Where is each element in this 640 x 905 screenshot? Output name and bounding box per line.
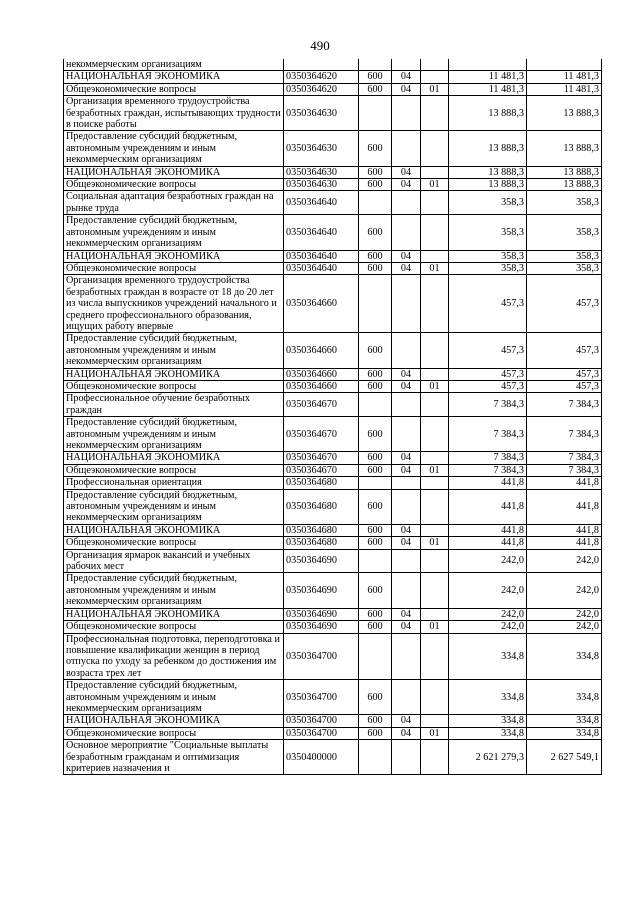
row-subsection-cell: 01 [421,537,449,549]
row-amount-1-cell: 334,8 [449,680,527,715]
row-code-cell: 0350364660 [284,380,359,392]
row-section-cell: 04 [392,715,421,727]
row-expense-type-cell: 600 [359,608,392,620]
row-code-cell: 0350364660 [284,368,359,380]
row-subsection-cell: 01 [421,179,449,191]
row-section-cell: 04 [392,262,421,274]
row-expense-type-cell [359,393,392,417]
page-number: 490 [310,38,330,53]
row-subsection-cell: 01 [421,380,449,392]
row-name-cell: Общеэкономические вопросы [64,464,284,476]
row-expense-type-cell [359,96,392,131]
row-subsection-cell [421,573,449,608]
row-amount-2-cell: 358,3 [527,215,602,250]
row-amount-2-cell: 13 888,3 [527,179,602,191]
row-name-cell: Общеэкономические вопросы [64,380,284,392]
row-section-cell [392,59,421,71]
row-expense-type-cell: 600 [359,250,392,262]
table-row [64,393,602,417]
row-amount-1-cell: 2 621 279,3 [449,740,527,775]
row-expense-type-cell [359,59,392,71]
row-name-cell: Общеэкономические вопросы [64,727,284,739]
row-section-cell [392,477,421,489]
row-expense-type-cell [359,633,392,680]
row-expense-type-cell: 600 [359,537,392,549]
table-row [64,537,602,549]
row-name-cell: Основное мероприятие "Социальные выплаты безработным гражданам и оптимизация критериев назначения и [64,740,284,775]
table-row [64,368,602,380]
row-amount-1-cell: 457,3 [449,333,527,368]
row-amount-1-cell: 334,8 [449,715,527,727]
table-row [64,215,602,250]
row-name-cell: НАЦИОНАЛЬНАЯ ЭКОНОМИКА [64,715,284,727]
row-subsection-cell [421,215,449,250]
row-name-cell: НАЦИОНАЛЬНАЯ ЭКОНОМИКА [64,166,284,178]
row-amount-2-cell: 334,8 [527,715,602,727]
table-row [64,727,602,739]
table-row [64,275,602,333]
row-section-cell [392,96,421,131]
row-name-cell: некоммерческим организациям [64,59,284,71]
row-amount-2-cell: 242,0 [527,608,602,620]
row-name-cell: Предоставление субсидий бюджетным, автономным учреждениям и иным некоммерческим организациям [64,131,284,166]
row-subsection-cell [421,393,449,417]
row-code-cell: 0350364690 [284,621,359,633]
row-name-cell: Организация ярмарок вакансий и учебных рабочих мест [64,549,284,573]
row-amount-1-cell: 358,3 [449,262,527,274]
table-row [64,380,602,392]
budget-table [63,59,602,775]
table-row [64,740,602,775]
table-row [64,524,602,536]
row-amount-2-cell: 358,3 [527,250,602,262]
row-section-cell [392,573,421,608]
row-subsection-cell [421,250,449,262]
row-subsection-cell [421,368,449,380]
row-code-cell: 0350364670 [284,452,359,464]
row-amount-2-cell: 457,3 [527,333,602,368]
row-section-cell: 04 [392,368,421,380]
row-subsection-cell: 01 [421,464,449,476]
row-section-cell: 04 [392,524,421,536]
table-row [64,464,602,476]
table-row [64,131,602,166]
row-amount-1-cell: 358,3 [449,215,527,250]
row-code-cell: 0350364680 [284,537,359,549]
table-row [64,573,602,608]
table-row [64,621,602,633]
row-amount-2-cell: 11 481,3 [527,83,602,95]
row-name-cell: НАЦИОНАЛЬНАЯ ЭКОНОМИКА [64,524,284,536]
table-row [64,71,602,83]
row-name-cell: Организация временного трудоустройства безработных граждан, испытывающих трудности в поиске работы [64,96,284,131]
row-subsection-cell [421,740,449,775]
row-section-cell: 04 [392,537,421,549]
row-name-cell: Предоставление субсидий бюджетным, автономным учреждениям и иным некоммерческим организациям [64,573,284,608]
row-amount-1-cell: 242,0 [449,549,527,573]
row-amount-1-cell: 358,3 [449,250,527,262]
row-code-cell: 0350364640 [284,262,359,274]
row-amount-2-cell: 2 627 549,1 [527,740,602,775]
row-section-cell [392,680,421,715]
row-amount-1-cell: 13 888,3 [449,96,527,131]
row-name-cell: Общеэкономические вопросы [64,621,284,633]
row-expense-type-cell: 600 [359,71,392,83]
row-code-cell: 0350364680 [284,477,359,489]
row-section-cell: 04 [392,727,421,739]
row-code-cell: 0350364620 [284,71,359,83]
row-amount-1-cell: 7 384,3 [449,417,527,452]
row-subsection-cell [421,166,449,178]
row-expense-type-cell: 600 [359,166,392,178]
row-section-cell [392,393,421,417]
row-code-cell: 0350364670 [284,417,359,452]
table-row [64,191,602,215]
row-expense-type-cell: 600 [359,524,392,536]
table-row [64,96,602,131]
row-amount-2-cell: 334,8 [527,680,602,715]
row-name-cell: НАЦИОНАЛЬНАЯ ЭКОНОМИКА [64,608,284,620]
row-name-cell: Профессиональная ориентация [64,477,284,489]
row-code-cell: 0350364640 [284,215,359,250]
row-section-cell [392,417,421,452]
row-amount-2-cell: 7 384,3 [527,417,602,452]
table-row [64,489,602,524]
row-expense-type-cell: 600 [359,368,392,380]
row-subsection-cell [421,608,449,620]
table-row [64,166,602,178]
row-expense-type-cell [359,191,392,215]
row-section-cell [392,333,421,368]
row-section-cell: 04 [392,608,421,620]
row-subsection-cell [421,96,449,131]
row-code-cell: 0350364680 [284,524,359,536]
row-name-cell: Общеэкономические вопросы [64,537,284,549]
budget-table-body [64,59,602,775]
table-row [64,179,602,191]
row-subsection-cell [421,524,449,536]
row-expense-type-cell: 600 [359,215,392,250]
row-code-cell: 0350364640 [284,191,359,215]
table-row [64,262,602,274]
row-section-cell [392,633,421,680]
row-code-cell: 0350364630 [284,96,359,131]
row-section-cell [392,489,421,524]
row-amount-2-cell: 242,0 [527,573,602,608]
row-amount-2-cell: 7 384,3 [527,464,602,476]
row-expense-type-cell: 600 [359,262,392,274]
row-expense-type-cell: 600 [359,489,392,524]
row-amount-1-cell: 11 481,3 [449,83,527,95]
row-expense-type-cell: 600 [359,464,392,476]
row-section-cell [392,549,421,573]
row-amount-1-cell: 242,0 [449,621,527,633]
row-amount-1-cell [449,59,527,71]
row-subsection-cell [421,680,449,715]
row-amount-1-cell: 7 384,3 [449,452,527,464]
row-expense-type-cell [359,275,392,333]
row-amount-2-cell: 334,8 [527,633,602,680]
row-amount-2-cell: 7 384,3 [527,393,602,417]
row-expense-type-cell: 600 [359,573,392,608]
row-expense-type-cell [359,549,392,573]
row-code-cell: 0350364670 [284,393,359,417]
row-subsection-cell [421,71,449,83]
row-subsection-cell [421,59,449,71]
row-amount-2-cell: 441,8 [527,524,602,536]
row-name-cell: НАЦИОНАЛЬНАЯ ЭКОНОМИКА [64,452,284,464]
row-expense-type-cell: 600 [359,727,392,739]
row-section-cell [392,215,421,250]
row-code-cell: 0350364630 [284,131,359,166]
row-amount-2-cell: 457,3 [527,368,602,380]
row-code-cell: 0350364660 [284,275,359,333]
row-section-cell: 04 [392,179,421,191]
row-amount-2-cell: 13 888,3 [527,131,602,166]
table-row [64,250,602,262]
table-row [64,715,602,727]
row-name-cell: НАЦИОНАЛЬНАЯ ЭКОНОМИКА [64,368,284,380]
row-subsection-cell [421,477,449,489]
row-amount-1-cell: 334,8 [449,633,527,680]
row-section-cell [392,191,421,215]
row-code-cell: 0350364680 [284,489,359,524]
row-subsection-cell [421,489,449,524]
row-section-cell: 04 [392,380,421,392]
row-subsection-cell [421,131,449,166]
table-row [64,549,602,573]
row-code-cell: 0350364700 [284,727,359,739]
row-section-cell: 04 [392,83,421,95]
row-amount-1-cell: 13 888,3 [449,166,527,178]
table-row [64,608,602,620]
row-amount-1-cell: 441,8 [449,489,527,524]
row-name-cell: Общеэкономические вопросы [64,262,284,274]
table-row [64,452,602,464]
row-amount-1-cell: 334,8 [449,727,527,739]
row-expense-type-cell: 600 [359,680,392,715]
row-code-cell: 0350364700 [284,680,359,715]
row-subsection-cell: 01 [421,83,449,95]
row-code-cell: 0350364630 [284,166,359,178]
row-expense-type-cell: 600 [359,715,392,727]
row-amount-1-cell: 457,3 [449,275,527,333]
row-section-cell: 04 [392,452,421,464]
row-amount-1-cell: 11 481,3 [449,71,527,83]
row-subsection-cell [421,417,449,452]
row-name-cell: Предоставление субсидий бюджетным, автономным учреждениям и иным некоммерческим организациям [64,333,284,368]
row-amount-1-cell: 242,0 [449,573,527,608]
row-expense-type-cell [359,740,392,775]
row-section-cell [392,275,421,333]
row-name-cell: Общеэкономические вопросы [64,83,284,95]
row-amount-2-cell: 13 888,3 [527,166,602,178]
row-subsection-cell: 01 [421,621,449,633]
row-amount-1-cell: 13 888,3 [449,179,527,191]
row-expense-type-cell: 600 [359,417,392,452]
row-amount-2-cell: 7 384,3 [527,452,602,464]
row-amount-2-cell: 11 481,3 [527,71,602,83]
row-code-cell: 0350364690 [284,549,359,573]
row-name-cell: Организация временного трудоустройства безработных граждан в возрасте от 18 до 20 лет из числа выпускников учреждений начального и среднего профессионального образования, ищущих работу впервые [64,275,284,333]
row-expense-type-cell: 600 [359,179,392,191]
row-amount-1-cell: 7 384,3 [449,393,527,417]
row-section-cell [392,131,421,166]
row-name-cell: Профессиональная подготовка, переподготовка и повышение квалификации женщин в период отпуска по уходу за ребенком до достижения им возраста трех лет [64,633,284,680]
row-expense-type-cell: 600 [359,131,392,166]
row-expense-type-cell: 600 [359,333,392,368]
row-name-cell: Предоставление субсидий бюджетным, автономным учреждениям и иным некоммерческим организациям [64,417,284,452]
table-row [64,680,602,715]
row-amount-1-cell: 457,3 [449,380,527,392]
row-name-cell: Профессиональное обучение безработных граждан [64,393,284,417]
row-amount-1-cell: 457,3 [449,368,527,380]
row-amount-1-cell: 242,0 [449,608,527,620]
row-amount-2-cell: 358,3 [527,191,602,215]
row-code-cell: 0350364700 [284,715,359,727]
row-code-cell [284,59,359,71]
row-name-cell: Социальная адаптация безработных граждан на рынке труда [64,191,284,215]
row-subsection-cell [421,633,449,680]
row-section-cell: 04 [392,250,421,262]
row-amount-2-cell: 13 888,3 [527,96,602,131]
row-amount-1-cell: 358,3 [449,191,527,215]
table-row [64,477,602,489]
row-subsection-cell [421,549,449,573]
row-amount-2-cell: 441,8 [527,537,602,549]
row-code-cell: 0350400000 [284,740,359,775]
row-amount-1-cell: 441,8 [449,537,527,549]
row-amount-2-cell: 441,8 [527,477,602,489]
row-code-cell: 0350364660 [284,333,359,368]
row-amount-1-cell: 441,8 [449,477,527,489]
row-section-cell [392,740,421,775]
row-name-cell: Предоставление субсидий бюджетным, автономным учреждениям и иным некоммерческим организациям [64,489,284,524]
row-name-cell: Общеэкономические вопросы [64,179,284,191]
row-code-cell: 0350364690 [284,573,359,608]
row-name-cell: НАЦИОНАЛЬНАЯ ЭКОНОМИКА [64,71,284,83]
row-amount-1-cell: 7 384,3 [449,464,527,476]
row-amount-1-cell: 13 888,3 [449,131,527,166]
row-subsection-cell: 01 [421,262,449,274]
row-section-cell: 04 [392,71,421,83]
row-name-cell: Предоставление субсидий бюджетным, автономным учреждениям и иным некоммерческим организациям [64,680,284,715]
row-expense-type-cell: 600 [359,83,392,95]
row-code-cell: 0350364620 [284,83,359,95]
row-expense-type-cell [359,477,392,489]
row-subsection-cell [421,452,449,464]
row-section-cell: 04 [392,166,421,178]
row-amount-2-cell: 441,8 [527,489,602,524]
row-subsection-cell [421,333,449,368]
row-code-cell: 0350364640 [284,250,359,262]
row-expense-type-cell: 600 [359,380,392,392]
row-amount-2-cell [527,59,602,71]
row-name-cell: НАЦИОНАЛЬНАЯ ЭКОНОМИКА [64,250,284,262]
table-row [64,333,602,368]
row-subsection-cell: 01 [421,727,449,739]
row-code-cell: 0350364630 [284,179,359,191]
row-amount-2-cell: 358,3 [527,262,602,274]
row-name-cell: Предоставление субсидий бюджетным, автономным учреждениям и иным некоммерческим организациям [64,215,284,250]
table-row [64,83,602,95]
row-code-cell: 0350364690 [284,608,359,620]
row-subsection-cell [421,275,449,333]
row-subsection-cell [421,191,449,215]
row-amount-2-cell: 457,3 [527,275,602,333]
table-row [64,633,602,680]
row-expense-type-cell: 600 [359,621,392,633]
row-code-cell: 0350364670 [284,464,359,476]
row-code-cell: 0350364700 [284,633,359,680]
row-amount-2-cell: 242,0 [527,621,602,633]
row-amount-2-cell: 242,0 [527,549,602,573]
row-section-cell: 04 [392,621,421,633]
row-amount-2-cell: 334,8 [527,727,602,739]
row-subsection-cell [421,715,449,727]
row-amount-1-cell: 441,8 [449,524,527,536]
row-amount-2-cell: 457,3 [527,380,602,392]
table-row [64,59,602,71]
row-section-cell: 04 [392,464,421,476]
row-expense-type-cell: 600 [359,452,392,464]
table-row [64,417,602,452]
